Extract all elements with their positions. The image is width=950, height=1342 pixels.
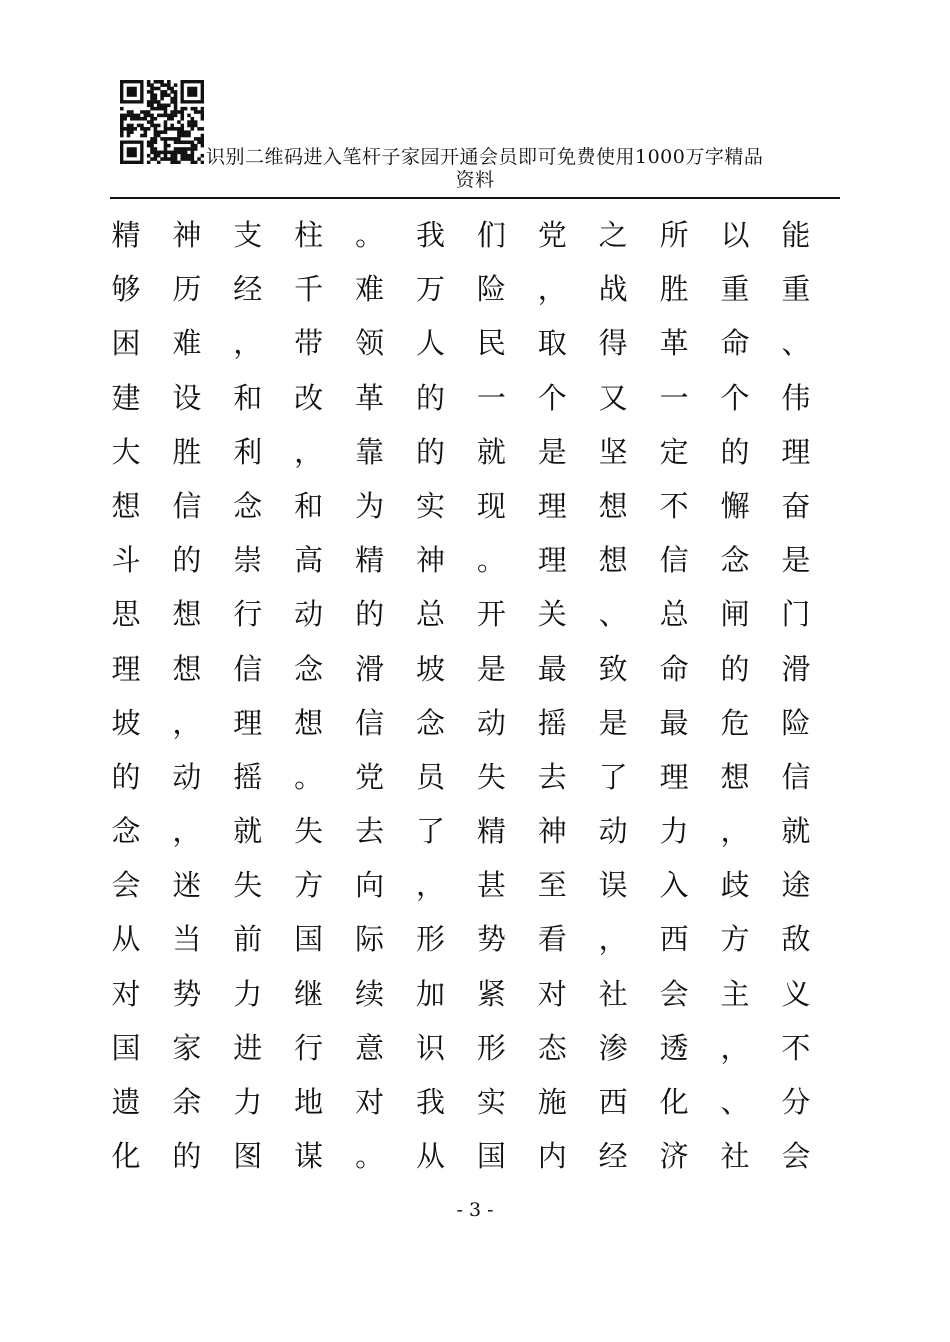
text-char: 信 <box>781 759 811 794</box>
text-char: 又 <box>598 380 628 415</box>
text-char: 闸 <box>720 597 750 632</box>
text-char: 神 <box>172 218 202 252</box>
text-char: 历 <box>172 272 202 307</box>
text-char: 为 <box>355 488 385 523</box>
text-char: 千 <box>294 272 324 307</box>
text-char: 紧 <box>476 976 506 1011</box>
qr-code-icon[interactable] <box>120 80 204 164</box>
text-line <box>110 1021 840 1075</box>
text-char: 利 <box>233 434 263 469</box>
text-char: 迷 <box>172 868 202 903</box>
text-char: 致 <box>598 651 628 686</box>
text-char: 。 <box>355 218 385 252</box>
text-char: 经 <box>598 1139 628 1174</box>
text-char: 想 <box>172 597 202 632</box>
text-char: 和 <box>233 380 263 415</box>
text-char: 员 <box>415 759 445 794</box>
text-char: 图 <box>233 1139 263 1174</box>
text-char: 坚 <box>598 434 628 469</box>
text-char: 信 <box>659 543 689 578</box>
text-char: 奋 <box>781 488 811 523</box>
qr-code-graphic <box>120 80 204 164</box>
text-char: 看 <box>537 922 567 957</box>
text-char: 的 <box>415 380 445 415</box>
text-char: 去 <box>537 759 567 794</box>
text-line <box>110 587 840 641</box>
text-char: 的 <box>172 543 202 578</box>
text-char: 想 <box>294 705 324 740</box>
text-line <box>110 425 840 479</box>
text-char: 谋 <box>294 1139 324 1174</box>
text-char: ， <box>720 1030 750 1065</box>
text-char: 济 <box>659 1139 689 1174</box>
text-char: 胜 <box>172 434 202 469</box>
text-char: 势 <box>476 922 506 957</box>
text-char: 理 <box>659 759 689 794</box>
text-char: 失 <box>294 814 324 849</box>
text-char: 西 <box>598 1085 628 1119</box>
text-char: 危 <box>720 705 750 740</box>
text-char: 开 <box>476 597 506 632</box>
text-char: 我 <box>415 218 445 252</box>
text-line <box>110 262 840 316</box>
text-char: 对 <box>111 976 141 1011</box>
text-char: 的 <box>720 651 750 686</box>
text-char: 最 <box>537 651 567 686</box>
text-char: 主 <box>720 976 750 1011</box>
text-char: 从 <box>415 1139 445 1174</box>
text-char: 动 <box>172 759 202 794</box>
text-char: 懈 <box>720 488 750 523</box>
text-char: 精 <box>476 814 506 849</box>
text-char: 至 <box>537 868 567 903</box>
text-char: 一 <box>659 380 689 415</box>
text-line <box>110 912 840 966</box>
page-number: - 3 - <box>456 1199 494 1221</box>
text-char: 带 <box>294 326 324 361</box>
text-char: 想 <box>598 488 628 523</box>
text-char: 去 <box>355 814 385 849</box>
text-char: 能 <box>781 218 811 252</box>
text-char: 是 <box>781 543 811 578</box>
text-char: 的 <box>720 434 750 469</box>
text-char: 想 <box>172 651 202 686</box>
text-char: 想 <box>111 488 141 523</box>
text-char: 坡 <box>111 705 141 740</box>
text-char: 取 <box>537 326 567 361</box>
text-char: 想 <box>598 543 628 578</box>
text-char: 意 <box>355 1030 385 1065</box>
text-char: 国 <box>294 922 324 957</box>
text-char: 信 <box>172 488 202 523</box>
text-char: 伟 <box>781 380 811 415</box>
text-char: 理 <box>111 651 141 686</box>
text-char: 领 <box>355 326 385 361</box>
header-note-line-2: 资料 <box>455 169 495 191</box>
text-char: 行 <box>294 1030 324 1065</box>
text-char: 形 <box>415 922 445 957</box>
text-char: ， <box>537 272 567 307</box>
text-char: 当 <box>172 922 202 957</box>
text-char: 一 <box>476 380 506 415</box>
text-char: 方 <box>294 868 324 903</box>
text-char: 。 <box>476 543 506 578</box>
text-char: 会 <box>781 1139 811 1174</box>
text-char: 们 <box>476 218 506 252</box>
text-char: 分 <box>781 1085 811 1119</box>
text-char: 关 <box>537 597 567 632</box>
text-char: 建 <box>111 380 141 415</box>
text-char: 歧 <box>720 868 750 903</box>
text-char: 余 <box>172 1085 202 1119</box>
text-char: 途 <box>781 868 811 903</box>
text-char: 总 <box>659 597 689 632</box>
text-char: 的 <box>355 597 385 632</box>
text-char: 门 <box>781 597 811 632</box>
text-char: 难 <box>172 326 202 361</box>
text-char: 所 <box>659 218 689 252</box>
text-char: 经 <box>233 272 263 307</box>
text-char: 滑 <box>355 651 385 686</box>
text-char: 滑 <box>781 651 811 686</box>
text-char: 的 <box>111 759 141 794</box>
text-char: 态 <box>537 1030 567 1065</box>
text-char: 支 <box>233 218 263 252</box>
text-char: 够 <box>111 272 141 307</box>
text-char: 最 <box>659 705 689 740</box>
text-char: 理 <box>781 434 811 469</box>
text-char: 渗 <box>598 1030 628 1065</box>
text-char: 困 <box>111 326 141 361</box>
text-line <box>110 1129 840 1183</box>
text-char: 险 <box>781 705 811 740</box>
text-line <box>110 858 840 912</box>
text-char: 坡 <box>415 651 445 686</box>
text-char: 得 <box>598 326 628 361</box>
text-char: 社 <box>720 1139 750 1174</box>
text-char: 不 <box>781 1030 811 1065</box>
text-char: 义 <box>781 976 811 1011</box>
text-char: 误 <box>598 868 628 903</box>
text-char: 向 <box>355 868 385 903</box>
text-char: 动 <box>598 814 628 849</box>
text-char: 摇 <box>537 705 567 740</box>
text-char: ， <box>172 814 202 849</box>
text-char: 高 <box>294 543 324 578</box>
text-char: 党 <box>355 759 385 794</box>
text-char: 重 <box>720 272 750 307</box>
text-line <box>110 750 840 804</box>
text-char: 、 <box>781 326 811 361</box>
text-char: 。 <box>294 759 324 794</box>
text-char: 人 <box>415 326 445 361</box>
text-char: 精 <box>355 543 385 578</box>
text-char: 就 <box>781 814 811 849</box>
text-char: 思 <box>111 597 141 632</box>
text-char: 对 <box>355 1085 385 1119</box>
text-line <box>110 533 840 587</box>
text-char: 信 <box>355 705 385 740</box>
text-char: 念 <box>720 543 750 578</box>
text-char: 不 <box>659 488 689 523</box>
text-char: 势 <box>172 976 202 1011</box>
text-char: 进 <box>233 1030 263 1065</box>
text-char: 万 <box>415 272 445 307</box>
text-char: 神 <box>415 543 445 578</box>
text-char: 、 <box>720 1085 750 1119</box>
text-char: 精 <box>111 218 141 252</box>
text-char: 胜 <box>659 272 689 307</box>
text-char: 就 <box>476 434 506 469</box>
text-char: 入 <box>659 868 689 903</box>
text-char: 地 <box>294 1085 324 1119</box>
header-note-line-1: 识别二维码进入笔杆子家园开通会员即可免费使用1000万字精品 <box>206 146 764 168</box>
text-line <box>110 1075 840 1129</box>
text-char: 是 <box>598 705 628 740</box>
text-char: 念 <box>294 651 324 686</box>
text-line <box>110 208 840 262</box>
text-char: 识 <box>415 1030 445 1065</box>
text-char: 的 <box>172 1139 202 1174</box>
text-char: 个 <box>720 380 750 415</box>
text-char: 前 <box>233 922 263 957</box>
text-char: 力 <box>233 1085 263 1119</box>
text-char: 险 <box>476 272 506 307</box>
text-char: 想 <box>720 759 750 794</box>
text-char: 神 <box>537 814 567 849</box>
text-char: 化 <box>659 1085 689 1119</box>
text-char: 摇 <box>233 759 263 794</box>
text-char: ， <box>233 326 263 361</box>
text-char: 革 <box>659 326 689 361</box>
text-char: ， <box>172 705 202 740</box>
text-char: 。 <box>355 1139 385 1174</box>
text-char: 形 <box>476 1030 506 1065</box>
text-char: 靠 <box>355 434 385 469</box>
text-char: 方 <box>720 922 750 957</box>
text-char: 战 <box>598 272 628 307</box>
text-char: 信 <box>233 651 263 686</box>
text-char: 西 <box>659 922 689 957</box>
text-char: 理 <box>233 705 263 740</box>
text-char: 定 <box>659 434 689 469</box>
text-char: 际 <box>355 922 385 957</box>
text-char: 了 <box>415 814 445 849</box>
text-char: 命 <box>659 651 689 686</box>
text-char: 遗 <box>111 1085 141 1119</box>
text-char: 念 <box>415 705 445 740</box>
text-line <box>110 371 840 425</box>
text-char: 的 <box>415 434 445 469</box>
text-char: 是 <box>537 434 567 469</box>
header-divider <box>110 197 840 199</box>
text-char: 之 <box>598 218 628 252</box>
text-char: 重 <box>781 272 811 307</box>
text-line <box>110 804 840 858</box>
text-char: 透 <box>659 1030 689 1065</box>
text-char: 民 <box>476 326 506 361</box>
text-char: 会 <box>111 868 141 903</box>
text-char: 续 <box>355 976 385 1011</box>
text-char: 就 <box>233 814 263 849</box>
text-char: 内 <box>537 1139 567 1174</box>
text-char: 以 <box>720 218 750 252</box>
text-char: 国 <box>111 1030 141 1065</box>
text-line <box>110 479 840 533</box>
text-char: 了 <box>598 759 628 794</box>
text-char: 大 <box>111 434 141 469</box>
text-char: ， <box>598 922 628 957</box>
text-char: 从 <box>111 922 141 957</box>
text-char: 个 <box>537 380 567 415</box>
text-char: 敌 <box>781 922 811 957</box>
text-char: ， <box>294 434 324 469</box>
text-char: 崇 <box>233 543 263 578</box>
text-char: 、 <box>598 597 628 632</box>
text-char: 理 <box>537 543 567 578</box>
text-char: 党 <box>537 218 567 252</box>
text-char: 失 <box>233 868 263 903</box>
text-char: 总 <box>415 597 445 632</box>
body-text <box>110 208 840 1183</box>
text-char: ， <box>720 814 750 849</box>
text-char: 念 <box>111 814 141 849</box>
text-char: 对 <box>537 976 567 1011</box>
text-char: 力 <box>659 814 689 849</box>
text-line <box>110 642 840 696</box>
text-char: 行 <box>233 597 263 632</box>
text-char: 和 <box>294 488 324 523</box>
text-char: 斗 <box>111 543 141 578</box>
text-char: 难 <box>355 272 385 307</box>
text-char: 革 <box>355 380 385 415</box>
text-char: 家 <box>172 1030 202 1065</box>
text-char: 失 <box>476 759 506 794</box>
text-char: 我 <box>415 1085 445 1119</box>
text-char: 柱 <box>294 218 324 252</box>
text-char: 理 <box>537 488 567 523</box>
text-char: 施 <box>537 1085 567 1119</box>
text-char: 甚 <box>476 868 506 903</box>
text-char: 继 <box>294 976 324 1011</box>
text-char: 动 <box>294 597 324 632</box>
text-char: 实 <box>476 1085 506 1119</box>
text-char: 力 <box>233 976 263 1011</box>
text-char: 动 <box>476 705 506 740</box>
text-char: 设 <box>172 380 202 415</box>
text-char: ， <box>415 868 445 903</box>
text-char: 现 <box>476 488 506 523</box>
text-char: 社 <box>598 976 628 1011</box>
text-line <box>110 696 840 750</box>
text-char: 命 <box>720 326 750 361</box>
text-line <box>110 316 840 370</box>
text-char: 国 <box>476 1139 506 1174</box>
text-char: 是 <box>476 651 506 686</box>
text-char: 会 <box>659 976 689 1011</box>
text-char: 改 <box>294 380 324 415</box>
text-char: 实 <box>415 488 445 523</box>
text-line <box>110 967 840 1021</box>
text-char: 化 <box>111 1139 141 1174</box>
text-char: 加 <box>415 976 445 1011</box>
text-char: 念 <box>233 488 263 523</box>
